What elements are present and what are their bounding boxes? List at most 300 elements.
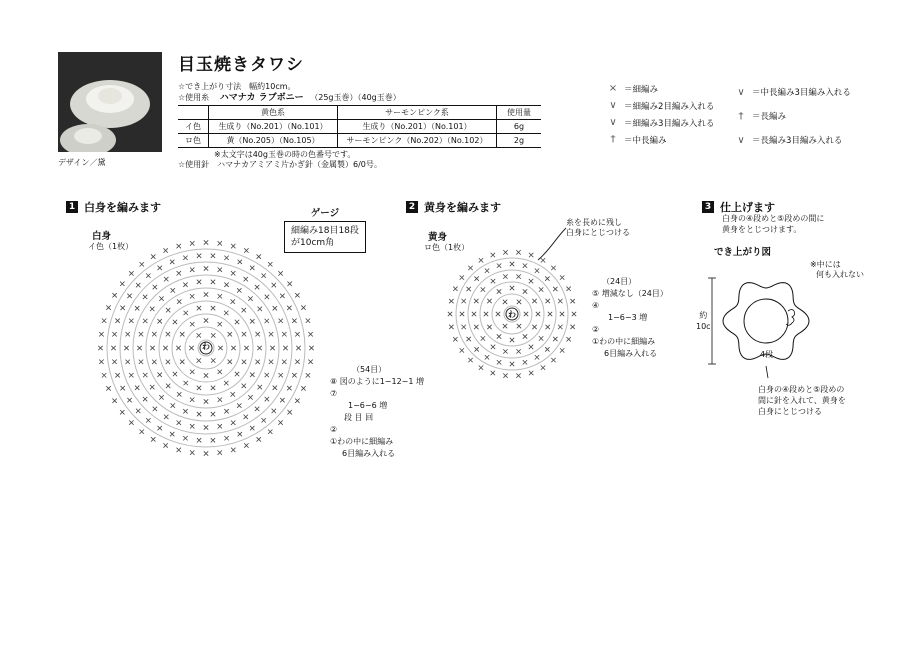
stitch-mark: [295, 360, 299, 364]
dc-symbol-icon: †: [738, 110, 744, 122]
stitch-mark: [176, 244, 180, 248]
stitch-mark: [218, 450, 222, 454]
stitch-mark: [572, 312, 576, 316]
stitch-mark: [211, 254, 215, 258]
stitch-mark: [189, 346, 193, 350]
stitch-mark: [190, 322, 194, 326]
stitch-mark: [139, 332, 143, 336]
stitch-mark: [269, 360, 273, 364]
stitch-mark: [218, 424, 222, 428]
yolk-note: 糸を長めに残し 白身にとじつける: [566, 218, 630, 237]
stitch-mark: [146, 273, 150, 277]
stitch-mark: [510, 362, 514, 366]
stitch-mark: [278, 420, 282, 424]
stitch-mark: [503, 300, 507, 304]
stitch-mark: [218, 370, 222, 374]
stitch-mark: [204, 240, 208, 244]
note-line: ※太文字は40g玉巻の時の色番号です。: [214, 150, 356, 159]
stitch-mark: [523, 334, 527, 338]
stitch-mark: [120, 410, 124, 414]
stitch-mark: [237, 288, 241, 292]
stitch-mark: [279, 319, 283, 323]
table-row: ロ色 黄（No.205）（No.105） サーモンピンク（No.202）（No.102） 2g: [178, 134, 541, 148]
page-title: 目玉焼きタワシ: [178, 55, 304, 75]
stitch-mark: [242, 332, 246, 336]
stitch-mark: [224, 381, 228, 385]
stitch-mark: [453, 337, 457, 341]
stitch-mark: [235, 372, 239, 376]
stitch-mark: [197, 280, 201, 284]
stitch-mark: [238, 432, 242, 436]
stitch-mark: [265, 397, 269, 401]
stitch-mark: [228, 332, 232, 336]
stitch-mark: [190, 268, 194, 272]
stitch-mark: [112, 293, 116, 297]
finished-note: ※中には 何も入れない: [810, 260, 864, 279]
stitch-mark: [517, 300, 521, 304]
stitch-mark: [280, 294, 284, 298]
stitch-mark: [218, 294, 222, 298]
stitch-mark: [255, 332, 259, 336]
stitch-mark: [140, 429, 144, 433]
stitch-mark: [102, 373, 106, 377]
stitch-mark: [129, 420, 133, 424]
stitch-mark: [153, 285, 157, 289]
stitch-mark: [170, 432, 174, 436]
stitch-mark: [190, 370, 194, 374]
stitch-mark: [545, 276, 549, 280]
stitch-mark: [485, 355, 489, 359]
stitch-mark: [462, 299, 466, 303]
stitch-mark: [197, 306, 201, 310]
stitch-mark: [292, 373, 296, 377]
stitch-mark: [529, 279, 533, 283]
stitch-mark: [177, 392, 181, 396]
gauge-box: ゲージ 細編み18目18段 が10cm角: [284, 205, 366, 253]
stitch-mark: [150, 307, 154, 311]
stitch-mark: [157, 319, 161, 323]
stitch-mark: [516, 250, 520, 254]
stitch-mark: [510, 286, 514, 290]
stitch-mark: [484, 312, 488, 316]
stitch-mark: [306, 373, 310, 377]
legend-item: † ＝長編み: [734, 104, 894, 128]
stitch-mark: [211, 306, 215, 310]
stitch-mark: [570, 325, 574, 329]
stitch-mark: [265, 373, 269, 377]
legend-item: ∨ ＝長編み3目編み入れる: [734, 128, 894, 152]
stitch-mark: [523, 289, 527, 293]
stitch-mark: [150, 346, 154, 350]
stitch-mark: [204, 425, 208, 429]
stitch-mark: [532, 325, 536, 329]
stitch-mark: [120, 282, 124, 286]
stitch-mark: [224, 409, 228, 413]
stitch-mark: [510, 262, 514, 266]
stitch-mark: [516, 373, 520, 377]
stitch-mark: [231, 271, 235, 275]
stitch-mark: [462, 325, 466, 329]
stitch-mark: [287, 386, 291, 390]
stitch-mark: [137, 346, 141, 350]
sc-inc2-symbol-icon: ∨: [609, 100, 617, 111]
stitch-mark: [171, 288, 175, 292]
stitch-mark: [474, 347, 478, 351]
stitch-mark: [177, 299, 181, 303]
stitch-mark: [204, 373, 208, 377]
stitch-mark: [258, 307, 262, 311]
stitch-mark: [211, 280, 215, 284]
stitch-mark: [244, 248, 248, 252]
stitch-mark: [173, 372, 177, 376]
stitch-mark: [231, 244, 235, 248]
stitch-mark: [268, 429, 272, 433]
stitch-mark: [150, 385, 154, 389]
stitch-mark: [265, 319, 269, 323]
stitch-mark: [295, 293, 299, 297]
stitch-mark: [280, 398, 284, 402]
stitch-mark: [468, 358, 472, 362]
stitch-mark: [292, 319, 296, 323]
stitch-mark: [301, 386, 305, 390]
stitch-mark: [503, 274, 507, 278]
stitch-mark: [491, 253, 495, 257]
stitch-mark: [244, 277, 248, 281]
stitch-mark: [242, 384, 246, 388]
stitch-mark: [99, 360, 103, 364]
stitch-mark: [481, 336, 485, 340]
legend-item: × ＝細編み: [606, 80, 766, 97]
hdc-inc3-symbol-icon: ∨: [737, 86, 745, 98]
stitch-mark: [308, 360, 312, 364]
stitch-mark: [479, 365, 483, 369]
stitch-mark: [158, 426, 162, 430]
stitch-mark: [211, 358, 215, 362]
stitch-mark: [532, 299, 536, 303]
product-photo: [58, 52, 162, 152]
stitch-mark: [218, 346, 222, 350]
stitch-mark: [218, 397, 222, 401]
stitch-mark: [510, 338, 514, 342]
stitch-mark: [204, 451, 208, 455]
stitch-mark: [231, 392, 235, 396]
stitch-mark: [497, 264, 501, 268]
stitch-mark: [548, 312, 552, 316]
stitch-mark: [224, 436, 228, 440]
stitch-mark: [553, 287, 557, 291]
section2-heading: 2 黄身を編みます: [406, 196, 501, 215]
stitch-mark: [487, 299, 491, 303]
stitch-mark: [449, 299, 453, 303]
stitch-mark: [566, 287, 570, 291]
finished-row-label: 4段: [760, 350, 774, 359]
stitch-mark: [112, 399, 116, 403]
stitch-mark: [127, 294, 131, 298]
stitch-mark: [250, 426, 254, 430]
size-line: ☆でき上がり寸法 幅約10cm。: [178, 82, 296, 91]
stitch-mark: [152, 332, 156, 336]
stitch-mark: [112, 332, 116, 336]
stitch-mark: [204, 292, 208, 296]
hdc-symbol-icon: †: [610, 134, 616, 145]
stitch-mark: [308, 332, 312, 336]
stitch-mark: [282, 360, 286, 364]
stitch-mark: [503, 324, 507, 328]
stitch-mark: [250, 319, 254, 323]
stitch-mark: [166, 308, 170, 312]
stitch-mark: [255, 407, 259, 411]
stitch-mark: [295, 399, 299, 403]
stitch-mark: [242, 360, 246, 364]
stitch-mark: [261, 418, 265, 422]
stitch-mark: [257, 254, 261, 258]
stitch-mark: [136, 283, 140, 287]
stitch-mark: [183, 409, 187, 413]
stitch-mark: [183, 283, 187, 287]
stitch-mark: [269, 332, 273, 336]
stitch-mark: [176, 346, 180, 350]
yarn-line: ☆使用糸 ハマナカ ラブボニー （25g玉巻）（40g玉巻）: [178, 93, 401, 103]
white-center-label: わ: [202, 342, 210, 351]
stitch-mark: [211, 333, 215, 337]
yarn-table: [178, 105, 541, 148]
stitch-mark: [265, 295, 269, 299]
stitch-mark: [224, 283, 228, 287]
stitch-mark: [231, 421, 235, 425]
stitch-mark: [529, 371, 533, 375]
stitch-mark: [228, 360, 232, 364]
stitch-mark: [472, 312, 476, 316]
stitch-mark: [516, 349, 520, 353]
stitch-mark: [497, 289, 501, 293]
stitch-mark: [218, 322, 222, 326]
stitch-mark: [306, 318, 310, 322]
stitch-mark: [503, 349, 507, 353]
stitch-mark: [190, 294, 194, 298]
stitch-mark: [257, 346, 261, 350]
stitch-mark: [535, 268, 539, 272]
stitch-mark: [190, 450, 194, 454]
stitch-mark: [151, 437, 155, 441]
stitch-mark: [143, 373, 147, 377]
stitch-mark: [177, 421, 181, 425]
stitch-mark: [126, 360, 130, 364]
stitch-mark: [166, 360, 170, 364]
stitch-mark: [248, 296, 252, 300]
white-part-label: 白身: [92, 231, 112, 242]
table-row: イ色 生成り（No.201）（No.101） 生成り（No.201）（No.101） 6g: [178, 120, 541, 134]
stitch-mark: [296, 346, 300, 350]
stitch-mark: [558, 299, 562, 303]
stitch-mark: [255, 360, 259, 364]
legend-item: ∨ ＝細編み2目編み入れる: [606, 97, 766, 114]
stitch-mark: [146, 418, 150, 422]
stitch-mark: [126, 332, 130, 336]
stitch-mark: [545, 347, 549, 351]
legend-col2: [734, 80, 894, 152]
stitch-mark: [497, 334, 501, 338]
stitch-mark: [517, 324, 521, 328]
stitch-mark: [99, 332, 103, 336]
stitch-mark: [115, 319, 119, 323]
stitch-mark: [129, 373, 133, 377]
stitch-mark: [301, 305, 305, 309]
stitch-mark: [231, 346, 235, 350]
stitch-mark: [102, 318, 106, 322]
stitch-mark: [283, 346, 287, 350]
section3-desc: 白身の④段めと⑤段めの間に 黄身をとじつけます。: [722, 214, 825, 234]
stitch-mark: [163, 443, 167, 447]
stitch-mark: [287, 306, 291, 310]
stitch-mark: [491, 279, 495, 283]
stitch-mark: [204, 399, 208, 403]
stitch-mark: [143, 319, 147, 323]
stitch-mark: [211, 438, 215, 442]
stitch-mark: [255, 285, 259, 289]
stitch-mark: [106, 305, 110, 309]
stitch-mark: [485, 268, 489, 272]
stitch-mark: [231, 299, 235, 303]
stitch-mark: [143, 295, 147, 299]
stitch-mark: [560, 348, 564, 352]
stitch-mark: [98, 346, 102, 350]
stitch-mark: [184, 381, 188, 385]
stitch-mark: [112, 360, 116, 364]
legend-item: † ＝中長編み: [606, 131, 766, 148]
stitch-mark: [287, 282, 291, 286]
stitch-mark: [151, 254, 155, 258]
stitch-mark: [180, 360, 184, 364]
stitch-mark: [487, 325, 491, 329]
stitch-mark: [524, 312, 528, 316]
stitch-mark: [140, 262, 144, 266]
stitch-mark: [129, 319, 133, 323]
stitch-mark: [539, 336, 543, 340]
stitch-mark: [129, 271, 133, 275]
section1-heading: 1 白身を編みます: [66, 196, 161, 215]
stitch-mark: [163, 248, 167, 252]
stitch-mark: [523, 360, 527, 364]
stitch-mark: [273, 306, 277, 310]
stitch-mark: [177, 271, 181, 275]
stitch-mark: [120, 306, 124, 310]
stitch-mark: [164, 277, 168, 281]
stitch-mark: [153, 407, 157, 411]
stitch-mark: [258, 385, 262, 389]
stitch-mark: [173, 320, 177, 324]
sc-symbol-icon: ×: [608, 83, 618, 94]
stitch-mark: [197, 254, 201, 258]
stitch-mark: [503, 250, 507, 254]
stitch-mark: [238, 260, 242, 264]
stitch-mark: [474, 299, 478, 303]
stitch-mark: [190, 424, 194, 428]
stitch-mark: [143, 397, 147, 401]
finished-title: でき上がり図: [714, 247, 772, 258]
legend-item: ∨ ＝細編み3目編み入れる: [606, 114, 766, 131]
stitch-mark: [171, 403, 175, 407]
stitch-mark: [158, 266, 162, 270]
stitch-mark: [496, 312, 500, 316]
stitch-mark: [111, 346, 115, 350]
stitch-mark: [197, 358, 201, 362]
stitch-mark: [570, 299, 574, 303]
stitch-mark: [224, 311, 228, 315]
stitch-mark: [164, 415, 168, 419]
stitch-mark: [244, 415, 248, 419]
finished-caption: 白身の④段めと⑤段めの 間に針を入れて、黄身を 白身にとじつける: [758, 385, 846, 416]
stitch-mark: [218, 241, 222, 245]
table-row: 黄色系 サーモンピンク系 使用量: [178, 106, 541, 120]
stitch-mark: [546, 299, 550, 303]
stitch-mark: [170, 260, 174, 264]
stitch-mark: [273, 386, 277, 390]
stitch-mark: [539, 287, 543, 291]
stitch-mark: [468, 266, 472, 270]
stitch-mark: [566, 337, 570, 341]
stitch-mark: [183, 256, 187, 260]
stitch-mark: [536, 312, 540, 316]
yolk-part-label: 黄身: [428, 232, 448, 243]
stitch-mark: [250, 266, 254, 270]
stitch-mark: [115, 373, 119, 377]
stitch-mark: [474, 325, 478, 329]
stitch-mark: [272, 409, 276, 413]
stitch-mark: [183, 436, 187, 440]
stitch-mark: [529, 345, 533, 349]
stitch-mark: [166, 332, 170, 336]
stitch-mark: [211, 386, 215, 390]
stitch-mark: [535, 355, 539, 359]
stitch-mark: [551, 358, 555, 362]
stitch-mark: [231, 448, 235, 452]
stitch-mark: [235, 320, 239, 324]
stitch-mark: [272, 283, 276, 287]
hook-line: ☆使用針 ハマナカアミアミ片かぎ針（金属製）6/0号。: [178, 160, 382, 169]
stitch-mark: [159, 296, 163, 300]
stitch-mark: [270, 346, 274, 350]
stitch-mark: [560, 312, 564, 316]
stitch-mark: [244, 346, 248, 350]
stitch-mark: [237, 403, 241, 407]
stitch-mark: [197, 333, 201, 337]
stitch-mark: [190, 397, 194, 401]
design-credit: デザイン／黛: [58, 158, 106, 167]
stitch-mark: [218, 268, 222, 272]
stitch-mark: [453, 287, 457, 291]
stitch-mark: [558, 325, 562, 329]
stitch-mark: [136, 409, 140, 413]
stitch-mark: [166, 384, 170, 388]
stitch-mark: [295, 332, 299, 336]
stitch-mark: [523, 264, 527, 268]
stitch-mark: [257, 437, 261, 441]
stitch-mark: [466, 337, 470, 341]
stitch-mark: [197, 386, 201, 390]
stitch-mark: [124, 346, 128, 350]
stitch-mark: [157, 373, 161, 377]
stitch-mark: [541, 365, 545, 369]
stitch-mark: [261, 273, 265, 277]
yolk-stitch-table: （24目） ⑤ 増減なし（24目） ④ 1−6−3 増 ② ①わの中に細編み 6目編み入れる: [592, 277, 668, 358]
stitch-mark: [159, 395, 163, 399]
stitch-mark: [546, 325, 550, 329]
stitch-mark: [184, 311, 188, 315]
stitch-mark: [460, 275, 464, 279]
size-label: 約 10c: [696, 311, 711, 331]
stitch-mark: [176, 448, 180, 452]
stitch-mark: [309, 346, 313, 350]
